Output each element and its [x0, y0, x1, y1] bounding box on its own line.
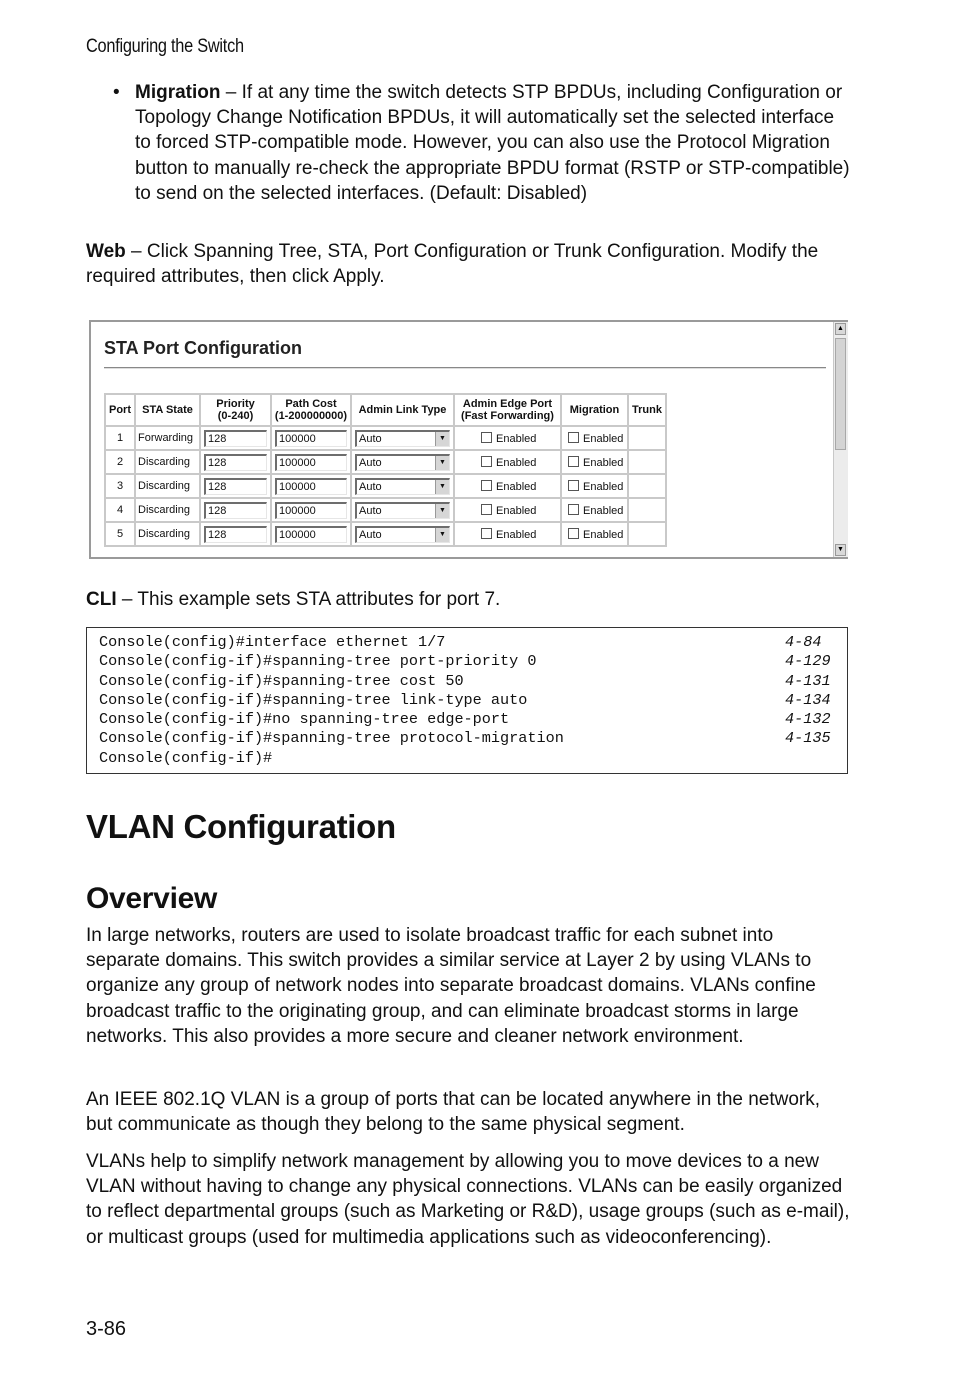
- checkbox-icon[interactable]: [568, 456, 579, 467]
- priority-input[interactable]: 128: [204, 454, 267, 471]
- edge-port-label: Enabled: [496, 480, 537, 493]
- cli-line: [87, 672, 847, 691]
- sta-state-cell: Discarding: [135, 474, 200, 498]
- cli-line: [87, 710, 847, 729]
- dropdown-arrow-icon[interactable]: ▼: [435, 504, 449, 518]
- checkbox-icon[interactable]: [568, 432, 579, 443]
- migration-text: – If at any time the switch detects STP BPDUs, including Configuration or Topology Change Notification BPDUs, it will automatically set the selected interface to forced STP-compatible mode. However, you can also use the Protocol Migration button to manually re-check the appropriate BPDU format (RSTP or STP-compatible) to send on the selected interfaces. (Default: Disabled): [135, 82, 850, 204]
- port-cell: 1: [105, 426, 135, 450]
- table-row: [105, 426, 666, 450]
- web-text: – Click Spanning Tree, STA, Port Configuration or Trunk Configuration. Modify the required attributes, then click Apply.: [86, 241, 819, 288]
- trunk-cell: [628, 522, 666, 546]
- migration-cell: [561, 426, 628, 450]
- priority-cell: [200, 426, 271, 450]
- overview-paragraph-3: VLANs help to simplify network management by allowing you to move devices to a new VLAN without having to change any physical connections. VLANs can be easily organized to reflect departmental groups (such as Marketing or R&D), usage groups (such as e-mail), or multicast groups (used for multimedia applications such as videoconferencing).: [86, 1151, 850, 1248]
- cli-command: Console(config-if)#spanning-tree port-priority 0: [99, 652, 537, 671]
- dropdown-arrow-icon[interactable]: ▼: [435, 432, 449, 446]
- edge-port-checkbox[interactable]: [455, 481, 536, 493]
- migration-label: Enabled: [583, 528, 624, 541]
- web-term: Web: [86, 241, 126, 262]
- port-cell: 2: [105, 450, 135, 474]
- path-cost-input[interactable]: 100000: [275, 454, 347, 471]
- cli-reference: 4-84: [785, 633, 822, 651]
- migration-cell: [561, 450, 628, 474]
- overview-paragraph-1: In large networks, routers are used to isolate broadcast traffic for each subnet into separate domains. This switch provides a similar service at Layer 2 by using VLANs to organize any group of network nodes into separate broadcast domains. VLANs confine broadcast traffic to the originating group, and can eliminate broadcast storms in large networks. This also provides a more secure and cleaner network environment.: [86, 925, 816, 1047]
- col-admin-edge-port: Admin Edge Port (Fast Forwarding): [454, 394, 561, 426]
- path-cost-cell: [271, 498, 351, 522]
- sta-state-cell: Discarding: [135, 498, 200, 522]
- path-cost-input[interactable]: 100000: [275, 502, 347, 519]
- sta-state-cell: Forwarding: [135, 426, 200, 450]
- migration-checkbox[interactable]: [562, 481, 623, 493]
- priority-cell: [200, 474, 271, 498]
- col-port: Port: [105, 394, 135, 426]
- edge-port-checkbox[interactable]: [455, 505, 536, 517]
- section-title: VLAN Configuration: [86, 808, 396, 845]
- link-type-cell: [351, 450, 454, 474]
- cli-text: – This example sets STA attributes for port 7.: [116, 589, 501, 610]
- checkbox-icon[interactable]: [568, 504, 579, 515]
- col-path-cost: Path Cost (1-200000000): [271, 394, 351, 426]
- path-cost-input[interactable]: 100000: [275, 478, 347, 495]
- migration-checkbox[interactable]: [562, 457, 623, 469]
- table-header-row: [105, 394, 666, 426]
- link-type-value: Auto: [359, 432, 382, 445]
- port-cell: 3: [105, 474, 135, 498]
- link-type-value: Auto: [359, 456, 382, 469]
- edge-port-checkbox[interactable]: [455, 433, 536, 445]
- checkbox-icon[interactable]: [481, 504, 492, 515]
- migration-checkbox[interactable]: [562, 505, 623, 517]
- path-cost-cell: [271, 522, 351, 546]
- scrollbar-thumb[interactable]: [835, 338, 846, 450]
- page-number: 3-86: [86, 1318, 127, 1340]
- cli-command: Console(config)#interface ethernet 1/7: [99, 633, 446, 651]
- cli-line: [87, 633, 847, 652]
- trunk-cell: [628, 450, 666, 474]
- path-cost-cell: [271, 474, 351, 498]
- overview-heading: Overview: [86, 882, 218, 915]
- edge-port-checkbox[interactable]: [455, 457, 536, 469]
- priority-input[interactable]: 128: [204, 430, 267, 447]
- cli-command: Console(config-if)#spanning-tree protocol-migration: [99, 729, 564, 748]
- checkbox-icon[interactable]: [481, 528, 492, 539]
- link-type-cell: [351, 522, 454, 546]
- checkbox-icon[interactable]: [568, 528, 579, 539]
- link-type-select[interactable]: [355, 454, 450, 471]
- sta-port-table: [104, 393, 667, 547]
- cli-command: Console(config-if)#: [99, 748, 273, 767]
- migration-label: Enabled: [583, 480, 624, 493]
- cli-reference: 4-134: [785, 690, 831, 709]
- link-type-select[interactable]: [355, 526, 450, 543]
- cli-line: [87, 749, 847, 768]
- cli-command: Console(config-if)#spanning-tree cost 50: [99, 671, 464, 690]
- migration-label: Enabled: [583, 432, 624, 445]
- edge-port-cell: [454, 450, 561, 474]
- migration-description: [135, 80, 853, 206]
- edge-port-label: Enabled: [496, 528, 537, 541]
- sta-state-cell: Discarding: [135, 450, 200, 474]
- link-type-value: Auto: [359, 480, 382, 493]
- link-type-cell: [351, 498, 454, 522]
- priority-input[interactable]: 128: [204, 502, 267, 519]
- scroll-up-arrow-icon[interactable]: ▲: [835, 323, 846, 335]
- sta-port-configuration-screenshot: [89, 320, 848, 559]
- migration-label: Enabled: [583, 504, 624, 517]
- link-type-value: Auto: [359, 504, 382, 517]
- table-row: [105, 498, 666, 522]
- trunk-cell: [628, 498, 666, 522]
- dropdown-arrow-icon[interactable]: ▼: [435, 480, 449, 494]
- title-divider: [104, 367, 826, 369]
- migration-label: Enabled: [583, 456, 624, 469]
- edge-port-cell: [454, 474, 561, 498]
- col-sta-state: STA State: [135, 394, 200, 426]
- priority-cell: [200, 450, 271, 474]
- running-head: Configuring the Switch: [86, 36, 244, 57]
- migration-cell: [561, 498, 628, 522]
- cli-command: Console(config-if)#no spanning-tree edge-port: [99, 710, 510, 729]
- link-type-value: Auto: [359, 528, 382, 541]
- bullet-dot: •: [113, 82, 120, 103]
- cli-reference: 4-132: [785, 710, 831, 729]
- cli-command: Console(config-if)#spanning-tree link-type auto: [99, 690, 528, 709]
- cli-reference: 4-135: [785, 729, 831, 748]
- dropdown-arrow-icon[interactable]: ▼: [435, 528, 449, 542]
- migration-term: Migration: [135, 82, 221, 103]
- checkbox-icon[interactable]: [568, 480, 579, 491]
- port-cell: 5: [105, 522, 135, 546]
- migration-bullet: [113, 80, 853, 206]
- checkbox-icon[interactable]: [481, 456, 492, 467]
- cli-intro: [86, 587, 850, 612]
- path-cost-input[interactable]: 100000: [275, 430, 347, 447]
- priority-input[interactable]: 128: [204, 526, 267, 543]
- migration-cell: [561, 474, 628, 498]
- link-type-cell: [351, 474, 454, 498]
- screenshot-title: STA Port Configuration: [104, 338, 302, 358]
- trunk-cell: [628, 474, 666, 498]
- edge-port-label: Enabled: [496, 456, 537, 469]
- table-row: [105, 522, 666, 546]
- edge-port-cell: [454, 426, 561, 450]
- path-cost-input[interactable]: 100000: [275, 526, 347, 543]
- edge-port-checkbox[interactable]: [455, 529, 536, 541]
- col-trunk: Trunk: [628, 394, 666, 426]
- link-type-select[interactable]: [355, 502, 450, 519]
- link-type-select[interactable]: [355, 478, 450, 495]
- migration-cell: [561, 522, 628, 546]
- col-admin-link-type: Admin Link Type: [351, 394, 454, 426]
- checkbox-icon[interactable]: [481, 480, 492, 491]
- cli-line: [87, 729, 847, 748]
- cli-reference: 4-129: [785, 652, 831, 671]
- edge-port-label: Enabled: [496, 504, 537, 517]
- edge-port-cell: [454, 498, 561, 522]
- scroll-down-arrow-icon[interactable]: ▼: [835, 544, 846, 556]
- cli-term: CLI: [86, 589, 117, 610]
- col-migration: Migration: [561, 394, 628, 426]
- table-row: [105, 474, 666, 498]
- table-row: [105, 450, 666, 474]
- edge-port-label: Enabled: [496, 432, 537, 445]
- priority-cell: [200, 498, 271, 522]
- overview-paragraph-2: An IEEE 802.1Q VLAN is a group of ports that can be located anywhere in the network, but communicate as though they belong to the same physical segment.: [86, 1089, 821, 1136]
- path-cost-cell: [271, 450, 351, 474]
- link-type-select[interactable]: [355, 430, 450, 447]
- cli-reference: 4-131: [785, 671, 831, 690]
- path-cost-cell: [271, 426, 351, 450]
- edge-port-cell: [454, 522, 561, 546]
- priority-cell: [200, 522, 271, 546]
- port-cell: 4: [105, 498, 135, 522]
- cli-example-box: [86, 627, 848, 774]
- priority-input[interactable]: 128: [204, 478, 267, 495]
- migration-checkbox[interactable]: [562, 529, 623, 541]
- sta-state-cell: Discarding: [135, 522, 200, 546]
- col-priority: Priority (0-240): [200, 394, 271, 426]
- link-type-cell: [351, 426, 454, 450]
- trunk-cell: [628, 426, 666, 450]
- web-instructions: [86, 239, 850, 289]
- checkbox-icon[interactable]: [481, 432, 492, 443]
- vertical-scrollbar[interactable]: [833, 322, 848, 557]
- cli-line: [87, 691, 847, 710]
- cli-line: [87, 652, 847, 671]
- migration-checkbox[interactable]: [562, 433, 623, 445]
- dropdown-arrow-icon[interactable]: ▼: [435, 456, 449, 470]
